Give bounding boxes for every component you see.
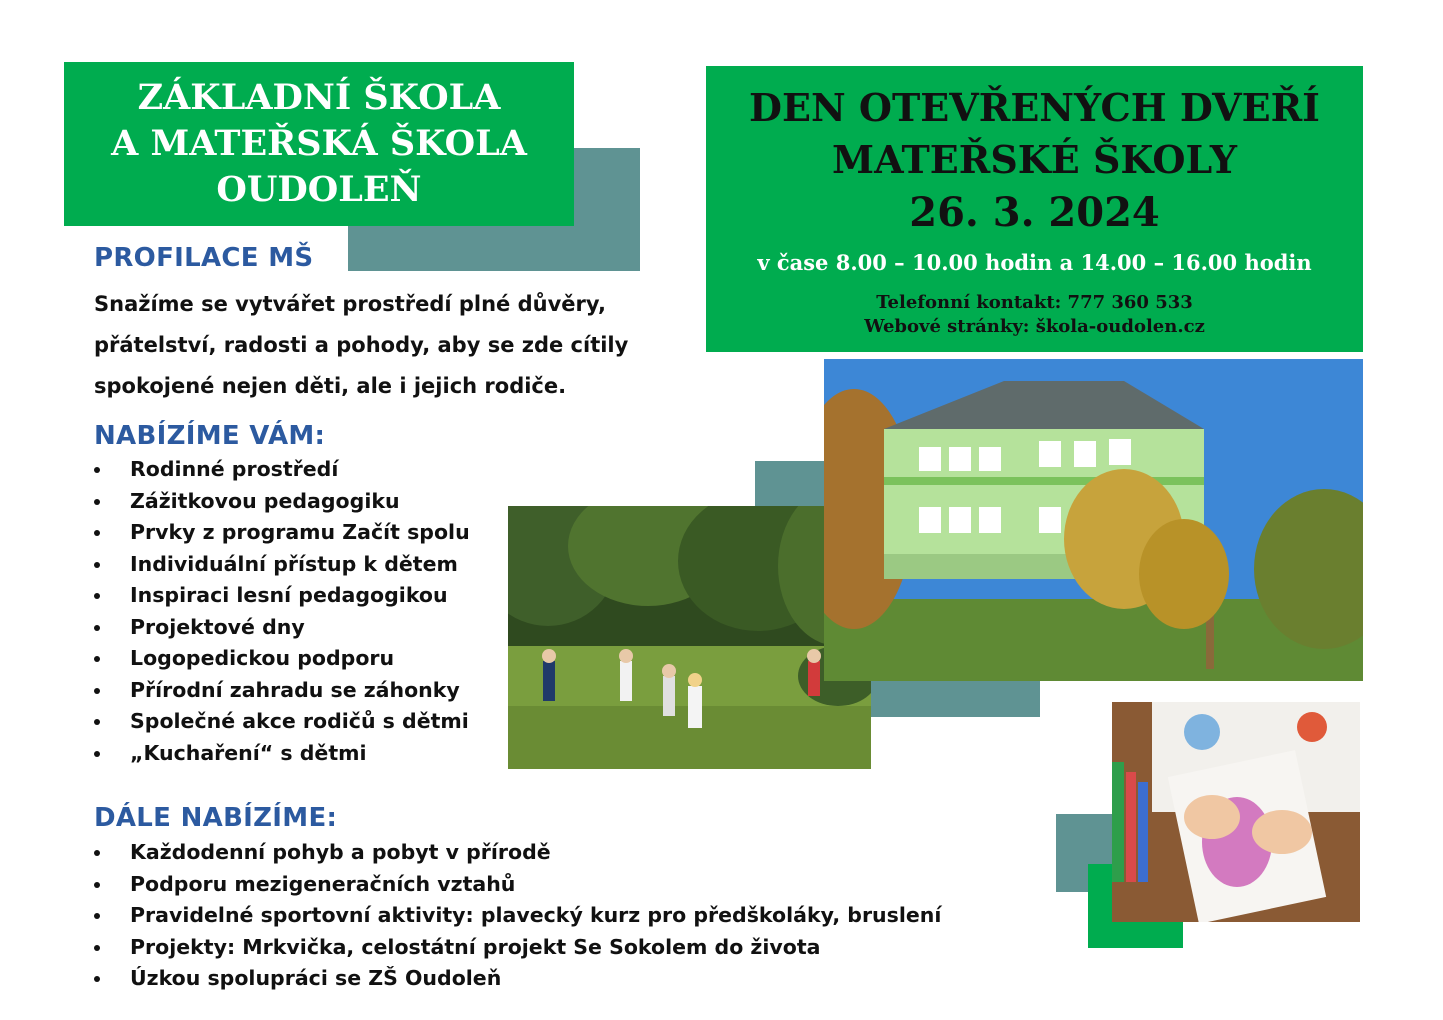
bullet-icon bbox=[94, 593, 100, 599]
list-item-text: Logopedickou podporu bbox=[130, 646, 395, 670]
event-web: Webové stránky: škola-oudolen.cz bbox=[864, 316, 1205, 337]
bullet-icon bbox=[94, 945, 100, 951]
list-item-text: Rodinné prostředí bbox=[130, 457, 339, 481]
profile-line3: spokojené nejen děti, ale i jejich rodiče. bbox=[94, 374, 567, 398]
list-item-text: Úzkou spolupráci se ZŠ Oudoleň bbox=[130, 966, 502, 990]
list-item bbox=[94, 869, 941, 901]
list-item-text: Projektové dny bbox=[130, 614, 305, 639]
list-item-text: Podporu mezigeneračních vztahů bbox=[130, 871, 516, 896]
profile-line1: Snažíme se vytvářet prostředí plné důvěry, bbox=[94, 292, 606, 316]
more-heading: DÁLE NABÍZÍME: bbox=[94, 803, 338, 833]
event-date: 26. 3. 2024 bbox=[909, 189, 1160, 236]
profile-heading: PROFILACE MŠ bbox=[94, 243, 314, 273]
bullet-icon bbox=[94, 656, 100, 662]
list-item-text: Inspiraci lesní pedagogikou bbox=[130, 583, 448, 607]
list-item bbox=[94, 612, 470, 644]
deco-block-teal-mid bbox=[755, 461, 827, 507]
more-list bbox=[94, 837, 941, 995]
profile-line2: přátelství, radosti a pohody, aby se zde cítily bbox=[94, 333, 629, 357]
offer-list bbox=[94, 454, 470, 769]
event-time: v čase 8.00 – 10.00 hodin a 14.00 – 16.00 hodin bbox=[757, 250, 1312, 275]
list-item bbox=[94, 580, 470, 612]
list-item bbox=[94, 738, 470, 770]
bullet-icon bbox=[94, 913, 100, 919]
list-item bbox=[94, 963, 941, 995]
bullet-icon bbox=[94, 562, 100, 568]
list-item bbox=[94, 517, 470, 549]
list-item bbox=[94, 932, 941, 964]
list-item bbox=[94, 900, 941, 932]
list-item bbox=[94, 675, 470, 707]
list-item bbox=[94, 486, 470, 518]
bullet-icon bbox=[94, 530, 100, 536]
deco-block-teal-lower bbox=[871, 681, 1040, 717]
bullet-icon bbox=[94, 850, 100, 856]
list-item bbox=[94, 643, 470, 675]
event-title bbox=[706, 82, 1363, 186]
list-item-text: Pravidelné sportovní aktivity: plavecký kurz pro předškoláky, bruslení bbox=[130, 903, 942, 927]
event-box bbox=[706, 66, 1363, 352]
list-item-text: „Kuchaření“ s dětmi bbox=[130, 740, 367, 765]
event-title-line1: DEN OTEVŘENÝCH DVEŘÍ bbox=[749, 85, 1320, 130]
list-item-text: Individuální přístup k dětem bbox=[130, 551, 458, 576]
event-contact bbox=[706, 291, 1363, 339]
school-name-line1: ZÁKLADNÍ ŠKOLA bbox=[137, 77, 501, 118]
school-name-box bbox=[64, 62, 574, 226]
list-item-text: Společné akce rodičů s dětmi bbox=[130, 709, 469, 733]
event-title-line2: MATEŘSKÉ ŠKOLY bbox=[832, 137, 1237, 182]
list-item bbox=[94, 549, 470, 581]
school-name-line3: OUDOLEŇ bbox=[216, 169, 422, 210]
bullet-icon bbox=[94, 719, 100, 725]
bullet-icon bbox=[94, 882, 100, 888]
list-item-text: Přírodní zahradu se záhonky bbox=[130, 677, 460, 702]
list-item-text: Každodenní pohyb a pobyt v přírodě bbox=[130, 840, 551, 864]
photo-child-coloring bbox=[1112, 702, 1360, 922]
bullet-icon bbox=[94, 625, 100, 631]
bullet-icon bbox=[94, 499, 100, 505]
school-name-line2: A MATEŘSKÁ ŠKOLA bbox=[111, 123, 527, 164]
bullet-icon bbox=[94, 751, 100, 757]
list-item bbox=[94, 837, 941, 869]
bullet-icon bbox=[94, 976, 100, 982]
bullet-icon bbox=[94, 688, 100, 694]
bullet-icon bbox=[94, 467, 100, 473]
list-item-text: Projekty: Mrkvička, celostátní projekt Se Sokolem do života bbox=[130, 934, 821, 959]
list-item-text: Prvky z programu Začít spolu bbox=[130, 520, 470, 544]
list-item bbox=[94, 454, 470, 486]
list-item-text: Zážitkovou pedagogiku bbox=[130, 488, 400, 513]
list-item bbox=[94, 706, 470, 738]
profile-text bbox=[94, 284, 704, 407]
offer-heading: NABÍZÍME VÁM: bbox=[94, 421, 326, 451]
event-phone: Telefonní kontakt: 777 360 533 bbox=[876, 292, 1193, 313]
photo-children-playing bbox=[508, 506, 871, 769]
photo-school-building bbox=[824, 359, 1363, 681]
